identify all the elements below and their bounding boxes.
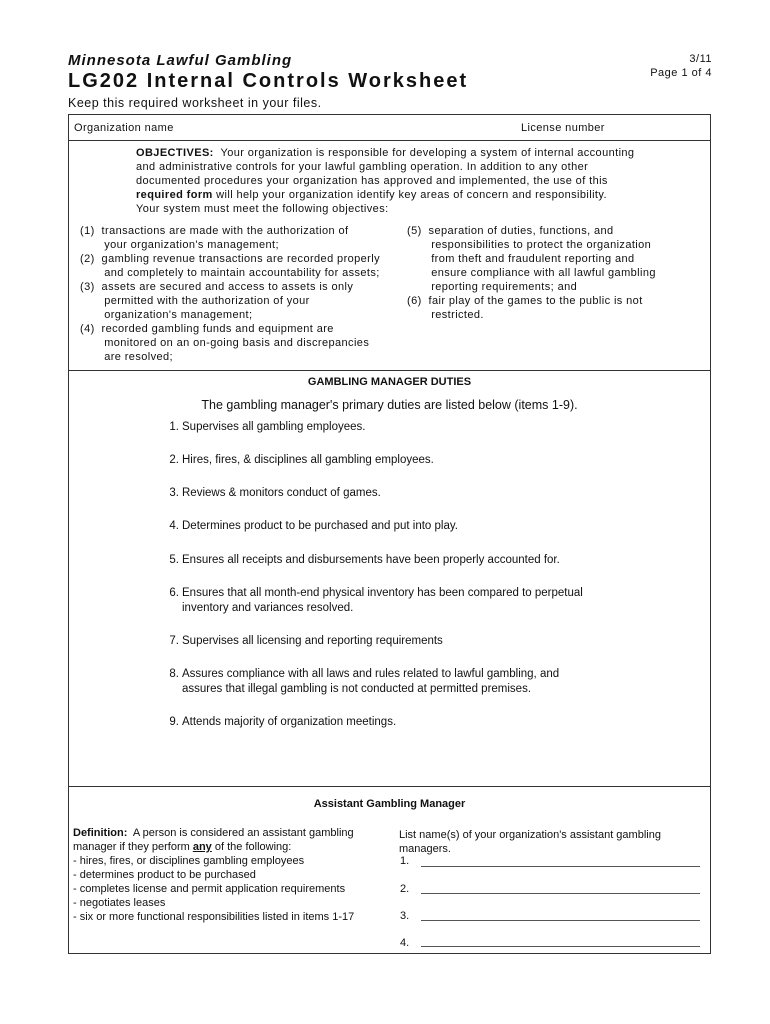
objective-line: (4) recorded gambling funds and equipment are [80, 323, 334, 335]
duty-number: 1. [169, 421, 179, 433]
text-line: Your organization is responsible for developing a system of internal accounting [220, 147, 635, 159]
objectives-list-left [80, 224, 380, 364]
duty-text [182, 519, 458, 534]
text-line: managers. [399, 843, 451, 855]
text-line: documented procedures your organization has approved and implemented, the use of this [136, 175, 608, 187]
divider [69, 370, 710, 371]
duty-number: 9. [169, 716, 179, 728]
objective-line: and completely to maintain accountability for assets; [80, 267, 380, 279]
objective-line: permitted with the authorization of your [80, 295, 310, 307]
assistant-name-1-input[interactable] [421, 866, 700, 867]
objective-line: ensure compliance with all lawful gambling [407, 267, 656, 279]
list-prompt [399, 828, 661, 856]
bullet: - hires, fires, or disciplines gambling employees [73, 855, 305, 867]
objective-line: restricted. [407, 309, 484, 321]
objective-line: (3) assets are secured and access to assets is only [80, 281, 354, 293]
objectives-list-right [407, 224, 656, 322]
duty-number: 4. [169, 520, 179, 532]
bullet: - completes license and permit application requirements [73, 883, 346, 895]
text-line: A person is considered an assistant gambling [127, 827, 354, 839]
text-line: Ensures all receipts and disbursements have been properly accounted for. [182, 554, 560, 566]
revision-date: 3/11 [689, 53, 712, 65]
assistant-title: Assistant Gambling Manager [313, 798, 466, 810]
page-title: LG202 Internal Controls Worksheet [68, 70, 469, 92]
emphasis-any: any [192, 841, 212, 853]
name-number: 3. [400, 910, 410, 922]
text-line: Ensures that all month-end physical inventory has been compared to perpetual [182, 587, 583, 599]
objective-line: are resolved; [80, 351, 173, 363]
objective-line: organization's management; [80, 309, 253, 321]
form-box [68, 114, 711, 954]
duty-text [182, 553, 560, 568]
text-line: Supervises all licensing and reporting requirements [182, 635, 443, 647]
duty-number: 8. [169, 668, 179, 680]
name-number: 1. [400, 855, 410, 867]
bullet: - six or more functional responsibilities listed in items 1-17 [73, 911, 355, 923]
text-line: Determines product to be purchased and put into play. [182, 520, 458, 532]
revision-info [650, 52, 712, 80]
assistant-name-4-input[interactable] [421, 946, 700, 947]
duty-number: 7. [169, 635, 179, 647]
bold-phrase: required form [136, 189, 213, 201]
divider [69, 786, 710, 787]
duty-number: 3. [169, 487, 179, 499]
text-line: Supervises all gambling employees. [182, 421, 366, 433]
text-line: Hires, fires, & disciplines all gambling employees. [182, 454, 434, 466]
duty-text [182, 486, 381, 501]
assistant-name-2-input[interactable] [421, 893, 700, 894]
duty-text [182, 453, 434, 468]
bullet: - determines product to be purchased [73, 869, 256, 881]
objective-line: (2) gambling revenue transactions are recorded properly [80, 253, 380, 265]
name-number: 2. [400, 883, 410, 895]
objective-line: responsibilities to protect the organization [407, 239, 652, 251]
objective-line: (5) separation of duties, functions, and [407, 225, 614, 237]
objective-line: your organization's management; [80, 239, 279, 251]
text-line: will help your organization identify key areas of concern and responsibility. [212, 189, 607, 201]
text-line: manager if they perform [73, 841, 193, 853]
organization-name-field[interactable]: Organization name [74, 122, 174, 134]
definition-label: Definition: [73, 827, 128, 839]
duties-intro: The gambling manager's primary duties are listed below (items 1-9). [201, 398, 578, 412]
duties-title: GAMBLING MANAGER DUTIES [307, 376, 472, 388]
text-line: Assures compliance with all laws and rules related to lawful gambling, and [182, 668, 560, 680]
objective-line: from theft and fraudulent reporting and [407, 253, 635, 265]
text-line: Your system must meet the following objectives: [136, 203, 389, 215]
divider [69, 140, 710, 141]
duty-number: 2. [169, 454, 179, 466]
duty-number: 6. [169, 587, 179, 599]
duty-text [182, 634, 443, 649]
license-number-field[interactable]: License number [521, 122, 605, 134]
text-line: of the following: [211, 841, 292, 853]
duty-text [182, 420, 365, 435]
text-line: List name(s) of your organization's assistant gambling [399, 829, 661, 841]
text-line: and administrative controls for your lawful gambling operation. In addition to any other [136, 161, 589, 173]
objective-line: (6) fair play of the games to the public is not [407, 295, 643, 307]
objectives-text [136, 146, 634, 216]
text-line: Attends majority of organization meetings. [182, 716, 397, 728]
assistant-name-3-input[interactable] [421, 920, 700, 921]
objective-line: (1) transactions are made with the authorization of [80, 225, 349, 237]
objective-line: monitored on an on-going basis and discrepancies [80, 337, 370, 349]
instruction-note: Keep this required worksheet in your files. [68, 96, 322, 110]
text-line: Reviews & monitors conduct of games. [182, 487, 381, 499]
duty-text [182, 715, 396, 730]
definition-text [73, 826, 354, 924]
page-number: Page 1 of 4 [650, 67, 712, 79]
text-line: inventory and variances resolved. [182, 602, 354, 614]
bullet: - negotiates leases [73, 897, 166, 909]
duty-text [182, 586, 583, 616]
text-line: assures that illegal gambling is not conducted at permitted premises. [182, 683, 532, 695]
duty-number: 5. [169, 554, 179, 566]
name-number: 4. [400, 937, 410, 949]
objective-line: reporting requirements; and [407, 281, 578, 293]
duty-text [182, 667, 559, 697]
objectives-label: OBJECTIVES: [136, 147, 214, 159]
agency-name: Minnesota Lawful Gambling [68, 52, 293, 69]
